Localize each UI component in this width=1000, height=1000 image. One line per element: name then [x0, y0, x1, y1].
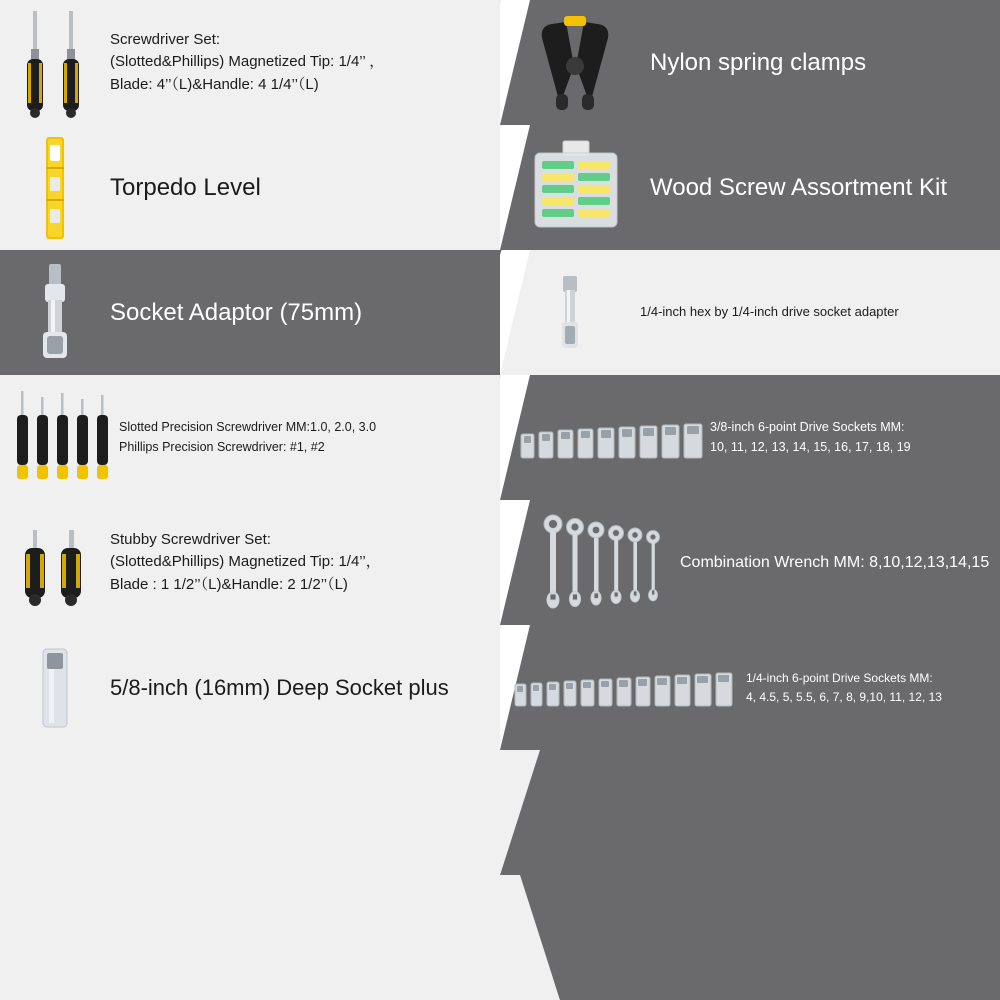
row-right-text [746, 669, 1000, 706]
spec-line: Stubby Screwdriver Set: [110, 530, 271, 548]
row-right-content [500, 625, 1000, 750]
spec-line: Blade: 4’’（L)&Handle: 4 1/4’’（L) [110, 75, 319, 93]
spec-line: 1/4-inch hex by 1/4-inch drive socket adapter [640, 304, 899, 320]
spec-line: Nylon spring clamps [650, 48, 867, 76]
spec-line: Socket Adaptor (75mm) [110, 298, 363, 326]
row-left-text [110, 174, 500, 202]
deep-socket-icon [0, 633, 110, 743]
row-left-content [0, 250, 500, 375]
row-right-content [500, 125, 1000, 250]
spec-line: 5/8-inch (16mm) Deep Socket plus [110, 674, 449, 700]
row-right-content [500, 375, 1000, 500]
spec-line: (Slotted&Phillips) Magnetized Tip: 1/4’’， [110, 553, 381, 571]
row-right-text [640, 302, 1000, 322]
row-right-text [680, 551, 1000, 575]
spec-line: 4, 4.5, 5, 5.5, 6, 7, 8, 9,10, 11, 12, 13 [746, 689, 942, 704]
spec-row [0, 375, 1000, 500]
spec-line: Slotted Precision Screwdriver MM:1.0, 2.0, 3.0 [119, 420, 377, 435]
precision-screwdriver-set-icon [0, 383, 119, 493]
row-right-text [710, 418, 1000, 457]
spec-line: 3/8-inch 6-point Drive Sockets MM: [710, 420, 905, 435]
spec-line: 10, 11, 12, 13, 14, 15, 16, 17, 18, 19 [710, 439, 911, 454]
torpedo-level-icon [0, 133, 110, 243]
row-left-content [0, 0, 500, 125]
spec-row [0, 250, 1000, 375]
spec-line: Wood Screw Assortment Kit [650, 173, 947, 201]
row-left-text [110, 529, 500, 597]
spec-line: 1/4-inch 6-point Drive Sockets MM: [746, 670, 933, 685]
spec-row [0, 125, 1000, 250]
spec-line: Torpedo Level [110, 173, 261, 201]
spec-line: Screwdriver Set: [110, 30, 221, 48]
stubby-screwdriver-set-icon [0, 508, 110, 618]
row-left-content [0, 125, 500, 250]
row-right-content [500, 500, 1000, 625]
screw-assortment-box-icon [500, 133, 650, 243]
spec-line: Blade : 1 1/2’’（L)&Handle: 2 1/2’’（L) [110, 575, 348, 593]
blank-bands [0, 750, 1000, 1000]
row-left-text [110, 299, 500, 327]
row-left-content [0, 375, 500, 500]
row-right-text [650, 174, 1000, 202]
sockets-14-drive-icon [500, 660, 746, 716]
row-left-text [119, 418, 500, 457]
spec-row [0, 0, 1000, 125]
row-left-content [0, 625, 500, 750]
spec-line: Combination Wrench MM: 8,10,12,13,14,15 [680, 553, 990, 571]
row-right-text [650, 49, 1000, 77]
sockets-38-drive-icon [500, 408, 710, 468]
row-right-content [500, 250, 1000, 375]
row-right-content [500, 0, 1000, 125]
screwdriver-pair-icon [0, 5, 110, 120]
row-left-content [0, 500, 500, 625]
spring-clamp-icon [500, 8, 650, 118]
spec-line: (Slotted&Phillips) Magnetized Tip: 1/4’’ ， [110, 53, 385, 71]
row-left-text [110, 29, 500, 97]
socket-adaptor-icon [0, 258, 110, 368]
spec-row [0, 625, 1000, 750]
spec-line: Phillips Precision Screwdriver: #1, #2 [119, 439, 325, 454]
hex-drive-adapter-icon [500, 258, 640, 368]
row-left-text [110, 675, 500, 701]
spec-row [0, 500, 1000, 625]
combination-wrench-set-icon [500, 508, 680, 618]
